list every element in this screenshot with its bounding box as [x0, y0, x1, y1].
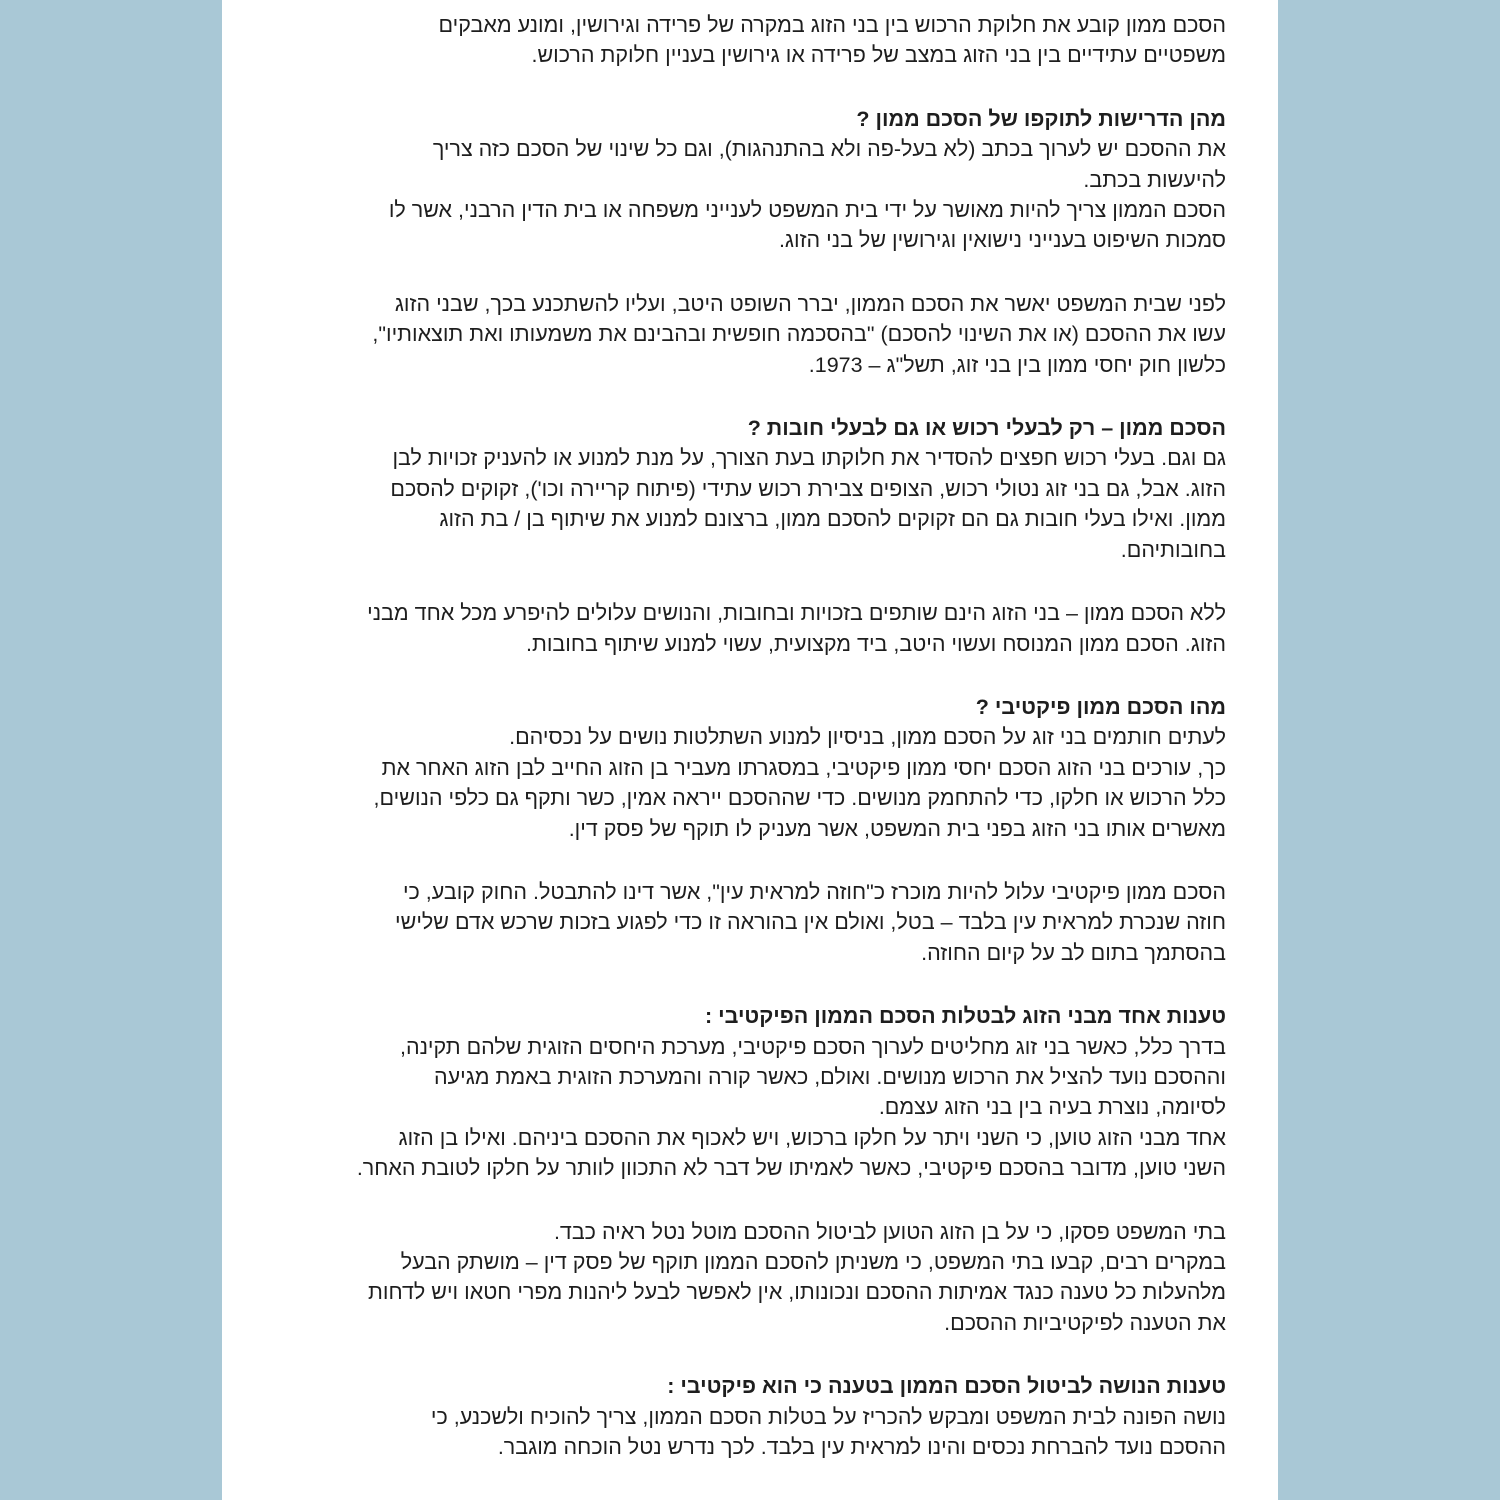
paragraph — [222, 722, 1226, 752]
text-line: מלהעלות כל טענה כנגד אמיתות ההסכם ונכונותו, אין לאפשר לבעל ליהנות מפרי חטאו ויש לדחות — [368, 1280, 1226, 1305]
intro-paragraph — [222, 10, 1226, 71]
text-line: את ההסכם יש לערוך בכתב (לא בעל-פה ולא בהתנהגות), וגם כל שינוי של הסכם כזה צריך — [432, 137, 1226, 162]
text-line: הזוג. הסכם ממון המנוסח ועשוי היטב, ביד מקצועית, עשוי למנוע שיתוף בחובות. — [526, 631, 1226, 656]
paragraph — [222, 753, 1226, 844]
text-line: כך, עורכים בני הזוג הסכם יחסי ממון פיקטיבי, במסגרתו מעביר בן הזוג החייב לבן הזוג האחר את — [381, 755, 1226, 780]
text-line: כלשון חוק יחסי ממון בין בני זוג, תשל"ג – 1973. — [808, 352, 1226, 377]
section-heading: טענות אחד מבני הזוג לבטלות הסכם הממון הפיקטיבי : — [704, 1004, 1226, 1029]
text-line: סמכות השיפוט בענייני נישואין וגירושין של בני הזוג. — [778, 228, 1226, 253]
text-line: לפני שבית המשפט יאשר את הסכם הממון, יברר השופט היטב, ועליו להשתכנע בכך, שבני הזוג — [394, 291, 1226, 316]
text-line: הזוג. אבל, גם בני זוג נטולי רכוש, הצופים צבירת רכוש עתידי (פיתוח קריירה וכו'), זקוקים להסכם — [390, 476, 1226, 501]
text-line: אחד מבני הזוג טוען, כי השני ויתר על חלקו ברכוש, ויש לאכוף את ההסכם ביניהם. ואילו בן הזוג — [398, 1125, 1226, 1150]
text-line: כלל הרכוש או חלקו, כדי להתחמק מנושים. כדי שההסכם ייראה אמין, כשר ותקף גם כלפי הנושים, — [373, 786, 1226, 811]
text-line: משפטיים עתידיים בין בני הזוג במצב של פרידה או גירושין בעניין חלוקת הרכוש. — [531, 43, 1226, 68]
text-line: גם וגם. בעלי רכוש חפצים להסדיר את חלוקתו בעת הצורך, על מנת למנוע או להעניק זכויות לבן — [392, 446, 1226, 471]
text-line: ללא הסכם ממון – בני הזוג הינם שותפים בזכויות ובחובות, והנושים עלולים להיפרע מכל אחד מבני — [367, 601, 1226, 626]
document-page — [222, 0, 1278, 1500]
section-heading: הסכם ממון – רק לבעלי רכוש או גם לבעלי חובות ? — [747, 416, 1226, 441]
paragraph — [222, 289, 1226, 380]
text-line: נושה הפונה לבית המשפט ומבקש להכריז על בטלות הסכם הממון, צריך להוכיח ולשכנע, כי — [430, 1404, 1226, 1429]
text-line: בתי המשפט פסקו, כי על בן הזוג הטוען לביטול ההסכם מוטל נטל ראיה כבד. — [553, 1219, 1226, 1244]
text-line: ממון. ואילו בעלי חובות גם הם זקוקים להסכם ממון, ברצונם למנוע את שיתוף בן / בת הזוג — [439, 507, 1226, 532]
paragraph — [222, 195, 1226, 256]
section-heading: מהן הדרישות לתוקפו של הסכם ממון ? — [856, 106, 1226, 131]
text-line: בחובותיהם. — [1120, 537, 1226, 562]
section-heading: מהו הסכם ממון פיקטיבי ? — [975, 694, 1226, 719]
section-heading: טענות הנושה לביטול הסכם הממון בטענה כי הוא פיקטיבי : — [667, 1374, 1226, 1399]
document-body — [222, 10, 1226, 1462]
paragraph — [222, 1402, 1226, 1463]
text-line: עשו את ההסכם (או את השינוי להסכם) "בהסכמה חופשית ובהבינם את משמעותו ואת תוצאותיו", — [372, 322, 1226, 347]
paragraph — [222, 134, 1226, 195]
text-line: ההסכם נועד להברחת נכסים והינו למראית עין בלבד. לכך נדרש נטל הוכחה מוגבר. — [497, 1435, 1226, 1460]
text-line: את הטענה לפיקטיביות ההסכם. — [944, 1310, 1226, 1335]
text-line: לסיומה, נוצרת בעיה בין בני הזוג עצמם. — [878, 1095, 1226, 1120]
text-line: לעתים חותמים בני זוג על הסכם ממון, בניסיון למנוע השתלטות נושים על נכסיהם. — [509, 725, 1226, 750]
text-line: בהסתמך בתום לב על קיום החוזה. — [921, 940, 1226, 965]
paragraph — [222, 443, 1226, 565]
text-line: הסכם ממון פיקטיבי עלול להיות מוכרז כ"חוזה למראית עין", אשר דינו להתבטל. החוק קובע, כי — [402, 879, 1226, 904]
paragraph — [222, 598, 1226, 659]
text-line: וההסכם נועד להציל את הרכוש מנושים. ואולם, כאשר קורה והמערכת הזוגית באמת מגיעה — [433, 1064, 1226, 1089]
paragraph — [222, 1247, 1226, 1338]
text-line: הסכם הממון צריך להיות מאושר על ידי בית המשפט לענייני משפחה או בית הדין הרבני, אשר לו — [388, 198, 1226, 223]
paragraph — [222, 1032, 1226, 1123]
text-line: השני טוען, מדובר בהסכם פיקטיבי, כאשר לאמיתו של דבר לא התכוון לוותר על חלקו לטובת האחר. — [356, 1156, 1226, 1181]
text-line: במקרים רבים, קבעו בתי המשפט, כי משניתן להסכם הממון תוקף של פסק דין – מושתק הבעל — [400, 1250, 1226, 1274]
paragraph — [222, 1123, 1226, 1184]
paragraph — [222, 1217, 1226, 1247]
text-line: חוזה שנכרת למראית עין בלבד – בטל, ואולם אין בהוראה זו כדי לפגוע בזכות שרכש אדם שלישי — [395, 910, 1226, 935]
text-line: להיעשות בכתב. — [1083, 167, 1226, 192]
text-line: הסכם ממון קובע את חלוקת הרכוש בין בני הזוג במקרה של פרידה וגירושין, ומונע מאבקים — [438, 13, 1226, 37]
text-line: מאשרים אותו בני הזוג בפני בית המשפט, אשר מעניק לו תוקף של פסק דין. — [568, 816, 1226, 841]
text-line: בדרך כלל, כאשר בני זוג מחליטים לערוך הסכם פיקטיבי, מערכת היחסים הזוגית שלהם תקינה, — [399, 1034, 1226, 1059]
paragraph — [222, 877, 1226, 968]
